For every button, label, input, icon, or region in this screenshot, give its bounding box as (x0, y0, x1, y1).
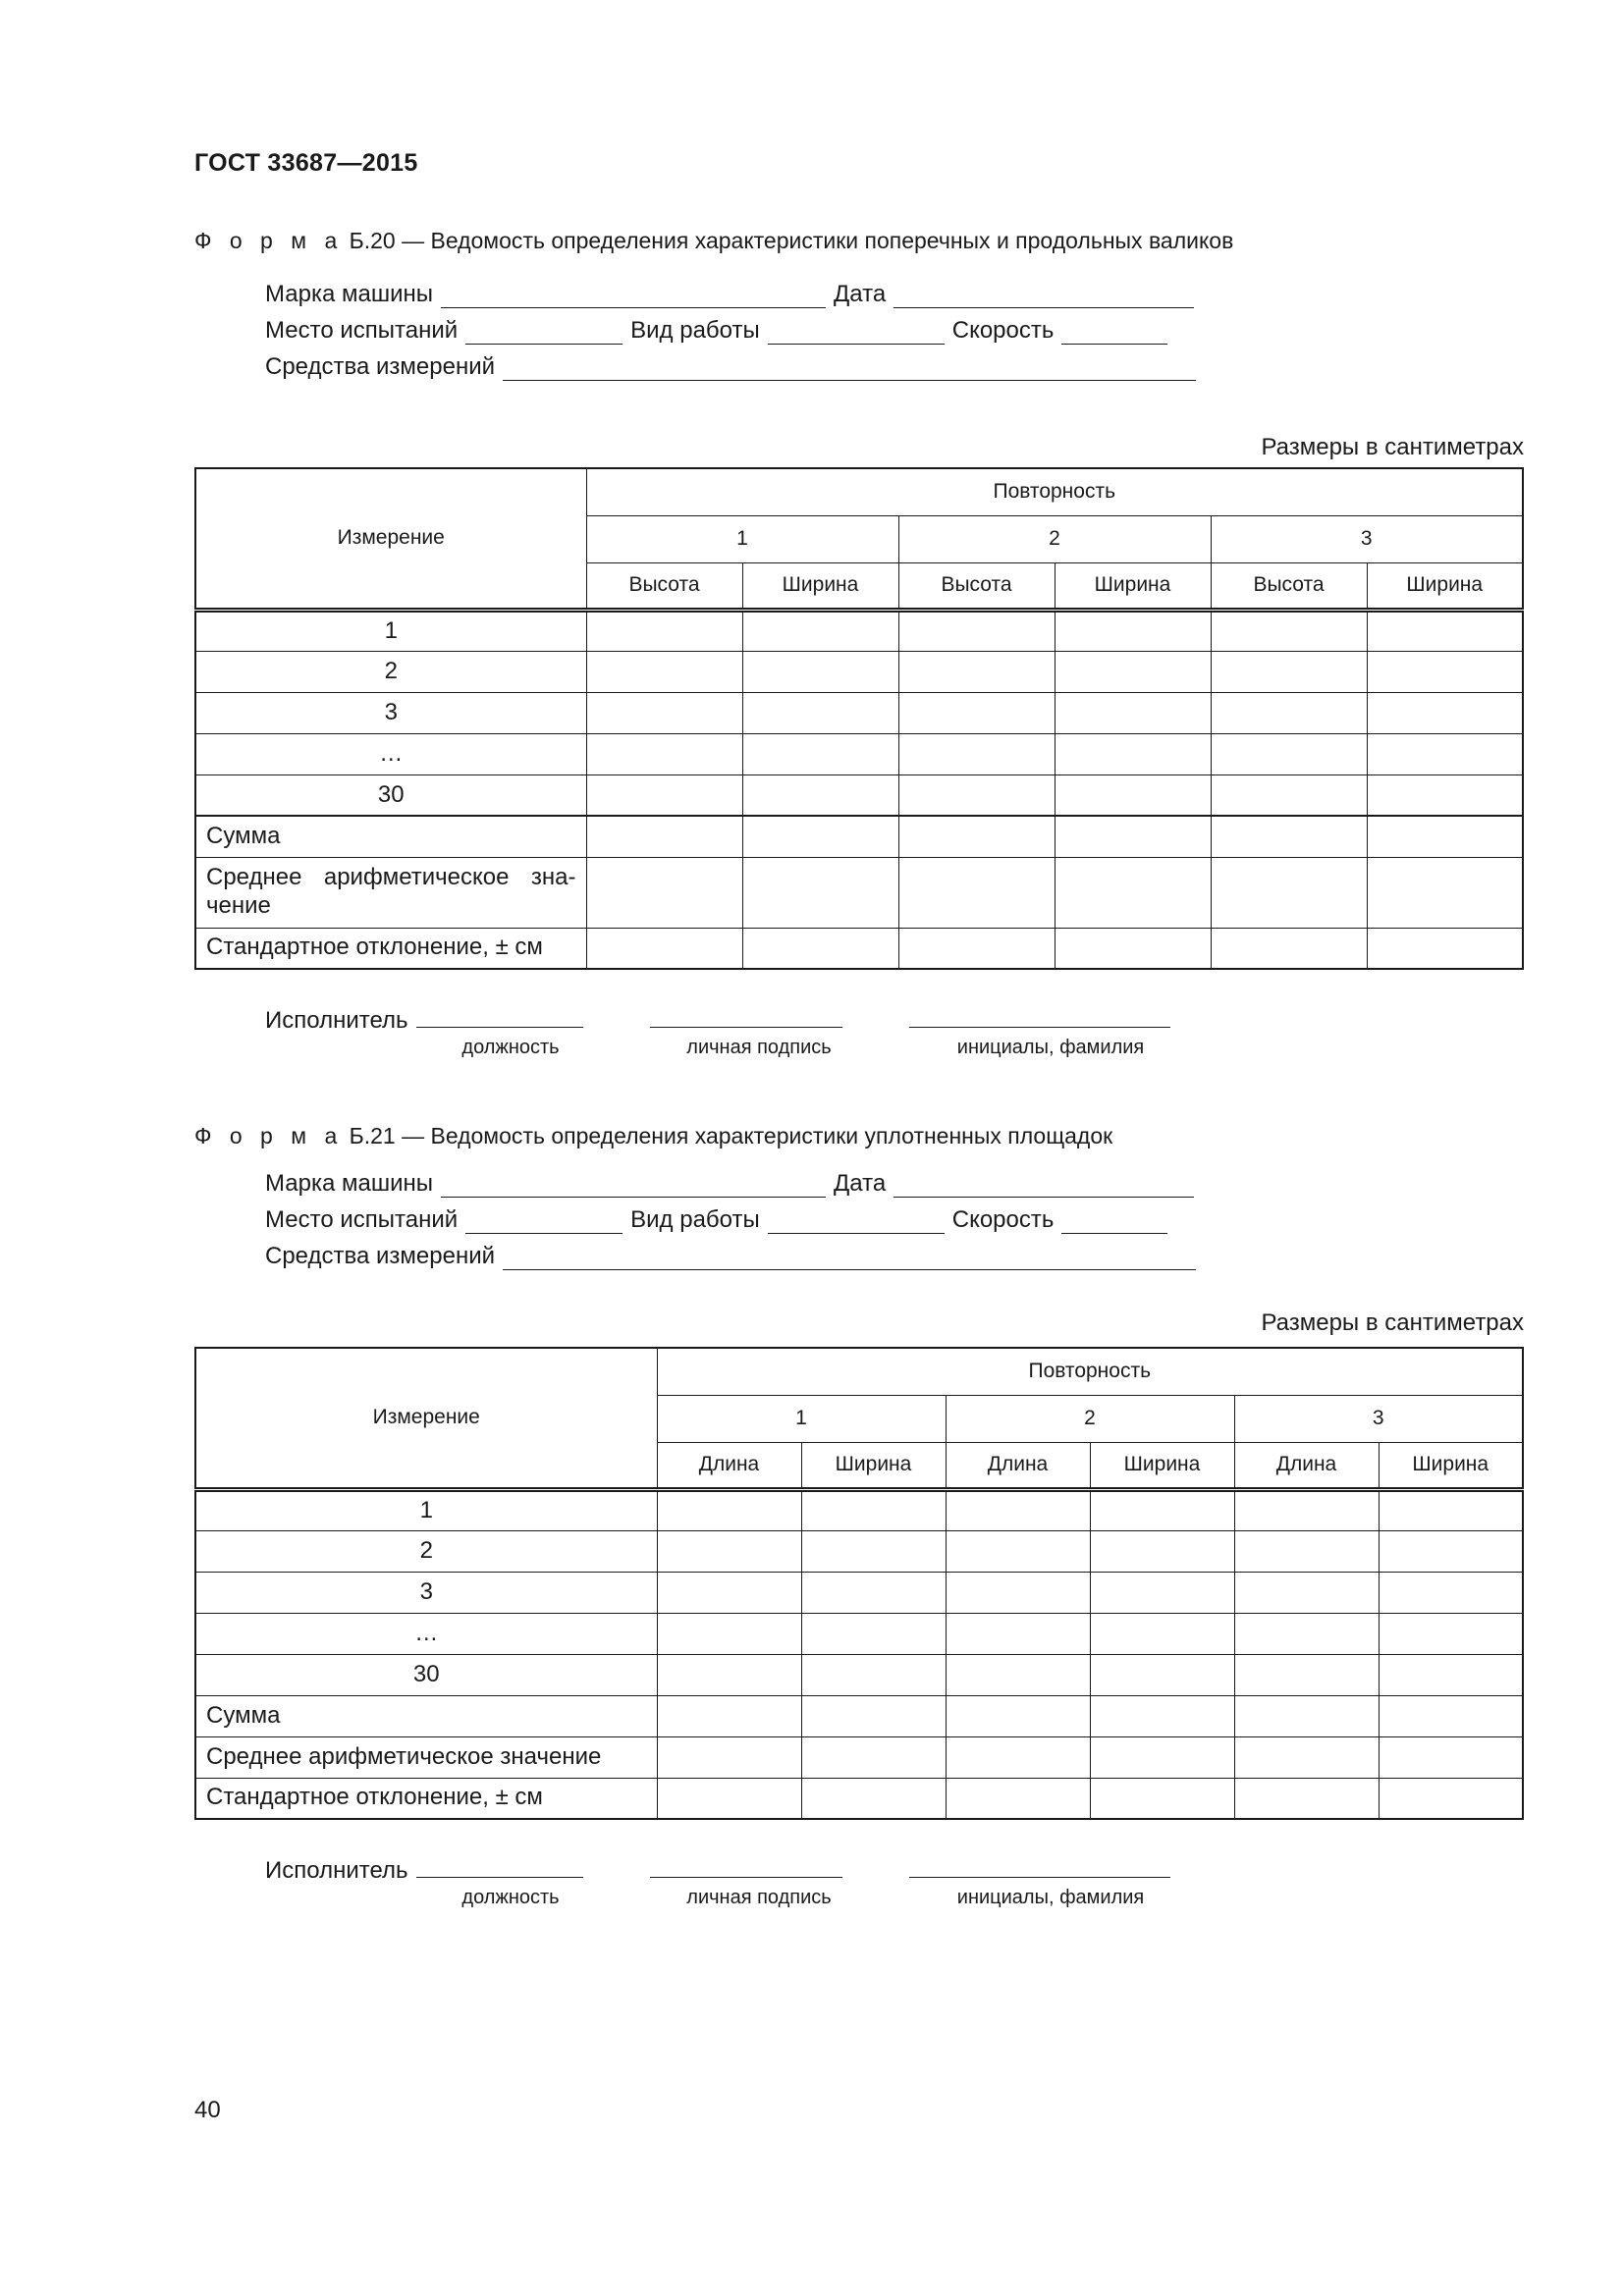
form-b20-row-place-work-speed (265, 317, 1175, 350)
form-b20-row-tools (265, 353, 1204, 387)
cell[interactable] (801, 1613, 946, 1654)
cell[interactable] (1211, 816, 1367, 857)
cell[interactable] (946, 1489, 1090, 1530)
cell[interactable] (1234, 1778, 1379, 1819)
row-label: 3 (195, 1572, 657, 1613)
cell[interactable] (1055, 774, 1211, 816)
name-field[interactable] (909, 1007, 1170, 1028)
date-label: Дата (834, 281, 887, 307)
cell[interactable] (657, 1736, 801, 1778)
table-row (195, 1613, 1523, 1654)
cell[interactable] (946, 1695, 1090, 1736)
cell[interactable] (586, 733, 742, 774)
caption-position: должность (461, 1887, 560, 1908)
date-label: Дата (834, 1170, 887, 1197)
row-label: Сумма (195, 816, 586, 857)
table-row (195, 610, 1523, 651)
cell[interactable] (586, 610, 742, 651)
cell[interactable] (898, 733, 1055, 774)
speed-field[interactable] (1061, 1211, 1167, 1234)
group-header: 2 (946, 1395, 1234, 1442)
sub-header-width: Ширина (1367, 562, 1523, 610)
executor-label: Исполнитель (265, 1007, 408, 1034)
caption-initials: инициалы, фамилия (956, 1037, 1145, 1058)
row-label: 2 (195, 651, 586, 692)
cell[interactable] (742, 692, 898, 733)
place-label: Место испытаний (265, 1206, 459, 1233)
row-label: … (195, 1613, 657, 1654)
document-code: ГОСТ 33687—2015 (194, 149, 418, 177)
speed-label: Скорость (951, 1206, 1055, 1233)
cell[interactable] (1379, 1736, 1523, 1778)
cell[interactable] (1090, 1489, 1234, 1530)
cell[interactable] (1234, 1695, 1379, 1736)
group-header: 3 (1234, 1395, 1523, 1442)
machine-field[interactable] (441, 1175, 826, 1198)
name-field[interactable] (909, 1857, 1170, 1878)
date-field[interactable] (893, 1175, 1194, 1198)
cell[interactable] (1090, 1695, 1234, 1736)
row-label: 3 (195, 692, 586, 733)
row-label: 30 (195, 774, 586, 816)
cell[interactable] (946, 1530, 1090, 1572)
cell[interactable] (1211, 692, 1367, 733)
row-label: 2 (195, 1530, 657, 1572)
cell[interactable] (1234, 1736, 1379, 1778)
cell[interactable] (657, 1489, 801, 1530)
cell[interactable] (586, 651, 742, 692)
cell[interactable] (801, 1736, 946, 1778)
cell[interactable] (1090, 1530, 1234, 1572)
cell[interactable] (586, 774, 742, 816)
place-field[interactable] (465, 322, 623, 345)
cell[interactable] (742, 774, 898, 816)
cell[interactable] (1367, 928, 1523, 969)
cell[interactable] (1367, 857, 1523, 928)
form-title-text: Б.21 — Ведомость определения характеристики уплотненных площадок (343, 1123, 1113, 1148)
group-header: 3 (1211, 515, 1523, 562)
cell[interactable] (1367, 692, 1523, 733)
cell[interactable] (801, 1654, 946, 1695)
cell[interactable] (801, 1572, 946, 1613)
cell[interactable] (586, 692, 742, 733)
form-label: Ф о р м а (194, 1123, 344, 1148)
cell[interactable] (1234, 1572, 1379, 1613)
cell[interactable] (657, 1778, 801, 1819)
caption-signature: личная подпись (686, 1037, 832, 1058)
cell[interactable] (657, 1654, 801, 1695)
table-row-std (195, 1778, 1523, 1819)
speed-label: Скорость (951, 317, 1055, 344)
row-label: 30 (195, 1654, 657, 1695)
form-b20-signature (265, 1007, 1178, 1035)
row-label: Среднее арифметическое значение (195, 857, 586, 928)
machine-label: Марка машины (265, 281, 434, 307)
sub-header-height: Высота (586, 562, 742, 610)
cell[interactable] (586, 816, 742, 857)
position-field[interactable] (416, 1857, 583, 1878)
sub-header-width: Ширина (1379, 1442, 1523, 1489)
cell[interactable] (586, 928, 742, 969)
caption-initials: инициалы, фамилия (956, 1887, 1145, 1908)
cell[interactable] (1055, 610, 1211, 651)
tools-label: Средства измерений (265, 1243, 496, 1269)
group-header: 2 (898, 515, 1211, 562)
col-measurement-header: Измерение (195, 468, 586, 610)
cell[interactable] (1211, 857, 1367, 928)
cell[interactable] (946, 1572, 1090, 1613)
col-repeat-header: Повторность (586, 468, 1523, 515)
form-title-text: Б.20 — Ведомость определения характеристики поперечных и продольных валиков (343, 228, 1234, 253)
col-measurement-header: Измерение (195, 1348, 657, 1489)
table-row (195, 1489, 1523, 1530)
cell[interactable] (657, 1530, 801, 1572)
form-b21-row-machine-date (265, 1170, 1202, 1203)
cell[interactable] (1090, 1736, 1234, 1778)
row-label: … (195, 733, 586, 774)
cell[interactable] (742, 816, 898, 857)
form-b20-table (194, 467, 1524, 970)
cell[interactable] (898, 857, 1055, 928)
cell[interactable] (1055, 816, 1211, 857)
sub-header-length: Длина (946, 1442, 1090, 1489)
position-field[interactable] (416, 1007, 583, 1028)
machine-label: Марка машины (265, 1170, 434, 1197)
row-label: Стандартное отклонение, ± см (195, 928, 586, 969)
cell[interactable] (898, 928, 1055, 969)
sub-header-length: Длина (1234, 1442, 1379, 1489)
cell[interactable] (1055, 857, 1211, 928)
cell[interactable] (1055, 651, 1211, 692)
page-number: 40 (194, 2097, 221, 2123)
signature-field[interactable] (650, 1007, 842, 1028)
work-label: Вид работы (630, 1206, 760, 1233)
table-row-mean (195, 1736, 1523, 1778)
table-row (195, 1572, 1523, 1613)
cell[interactable] (1379, 1654, 1523, 1695)
cell[interactable] (657, 1695, 801, 1736)
cell[interactable] (1379, 1778, 1523, 1819)
cell[interactable] (1379, 1489, 1523, 1530)
cell[interactable] (1379, 1695, 1523, 1736)
group-header: 1 (586, 515, 898, 562)
cell[interactable] (1090, 1613, 1234, 1654)
signature-field[interactable] (650, 1857, 842, 1878)
cell[interactable] (1211, 774, 1367, 816)
sub-header-width: Ширина (1090, 1442, 1234, 1489)
speed-field[interactable] (1061, 322, 1167, 345)
tools-field[interactable] (503, 358, 1196, 381)
cell[interactable] (1234, 1530, 1379, 1572)
cell[interactable] (1211, 651, 1367, 692)
form-b21-signature (265, 1857, 1178, 1885)
cell[interactable] (1234, 1489, 1379, 1530)
table-row-sum (195, 1695, 1523, 1736)
cell[interactable] (946, 1654, 1090, 1695)
executor-label: Исполнитель (265, 1857, 408, 1884)
table-row (195, 1530, 1523, 1572)
cell[interactable] (898, 774, 1055, 816)
table-row-mean (195, 857, 1523, 928)
cell[interactable] (1211, 610, 1367, 651)
caption-position: должность (461, 1037, 560, 1058)
cell[interactable] (1090, 1572, 1234, 1613)
units-note: Размеры в сантиметрах (1261, 434, 1524, 460)
cell[interactable] (1211, 733, 1367, 774)
cell[interactable] (742, 610, 898, 651)
cell[interactable] (946, 1613, 1090, 1654)
cell[interactable] (1055, 733, 1211, 774)
table-row (195, 774, 1523, 816)
table-row-std (195, 928, 1523, 969)
cell[interactable] (1379, 1572, 1523, 1613)
caption-signature: личная подпись (686, 1887, 832, 1908)
col-repeat-header: Повторность (657, 1348, 1523, 1395)
row-label: Стандартное отклонение, ± см (195, 1778, 657, 1819)
form-label: Ф о р м а (194, 228, 344, 253)
table-row-sum (195, 816, 1523, 857)
cell[interactable] (1234, 1613, 1379, 1654)
cell[interactable] (801, 1489, 946, 1530)
tools-label: Средства измерений (265, 353, 496, 380)
cell[interactable] (742, 857, 898, 928)
cell[interactable] (1090, 1778, 1234, 1819)
cell[interactable] (1367, 733, 1523, 774)
row-label: Сумма (195, 1695, 657, 1736)
cell[interactable] (946, 1778, 1090, 1819)
cell[interactable] (742, 733, 898, 774)
form-b20-title (194, 228, 1233, 254)
sub-header-length: Длина (657, 1442, 801, 1489)
cell[interactable] (1379, 1530, 1523, 1572)
row-label: 1 (195, 610, 586, 651)
tools-field[interactable] (503, 1248, 1196, 1270)
cell[interactable] (898, 651, 1055, 692)
cell[interactable] (586, 857, 742, 928)
cell[interactable] (1367, 816, 1523, 857)
cell[interactable] (742, 928, 898, 969)
form-b21-row-tools (265, 1243, 1204, 1276)
cell[interactable] (1367, 651, 1523, 692)
cell[interactable] (657, 1572, 801, 1613)
row-label: 1 (195, 1489, 657, 1530)
work-label: Вид работы (630, 317, 760, 344)
form-b20-row-machine-date (265, 281, 1202, 314)
row-label: Среднее арифметическое значение (195, 1736, 657, 1778)
table-row (195, 651, 1523, 692)
form-b21-title (194, 1123, 1112, 1149)
cell[interactable] (1367, 610, 1523, 651)
cell[interactable] (898, 816, 1055, 857)
work-field[interactable] (768, 322, 945, 345)
cell[interactable] (1379, 1613, 1523, 1654)
place-field[interactable] (465, 1211, 623, 1234)
cell[interactable] (801, 1778, 946, 1819)
table-row (195, 692, 1523, 733)
group-header: 1 (657, 1395, 946, 1442)
cell[interactable] (946, 1736, 1090, 1778)
cell[interactable] (1234, 1654, 1379, 1695)
table-row (195, 1654, 1523, 1695)
place-label: Место испытаний (265, 317, 459, 344)
sub-header-width: Ширина (1055, 562, 1211, 610)
cell[interactable] (898, 692, 1055, 733)
date-field[interactable] (893, 286, 1194, 308)
units-note: Размеры в сантиметрах (1261, 1309, 1524, 1336)
cell[interactable] (1055, 928, 1211, 969)
machine-field[interactable] (441, 286, 826, 308)
cell[interactable] (1055, 692, 1211, 733)
cell[interactable] (1090, 1654, 1234, 1695)
form-b21-table (194, 1347, 1524, 1820)
table-row (195, 733, 1523, 774)
sub-header-height: Высота (1211, 562, 1367, 610)
cell[interactable] (1367, 774, 1523, 816)
sub-header-height: Высота (898, 562, 1055, 610)
cell[interactable] (898, 610, 1055, 651)
work-field[interactable] (768, 1211, 945, 1234)
cell[interactable] (657, 1613, 801, 1654)
cell[interactable] (742, 651, 898, 692)
cell[interactable] (1211, 928, 1367, 969)
sub-header-width: Ширина (801, 1442, 946, 1489)
form-b21-row-place-work-speed (265, 1206, 1175, 1240)
cell[interactable] (801, 1530, 946, 1572)
sub-header-width: Ширина (742, 562, 898, 610)
cell[interactable] (801, 1695, 946, 1736)
